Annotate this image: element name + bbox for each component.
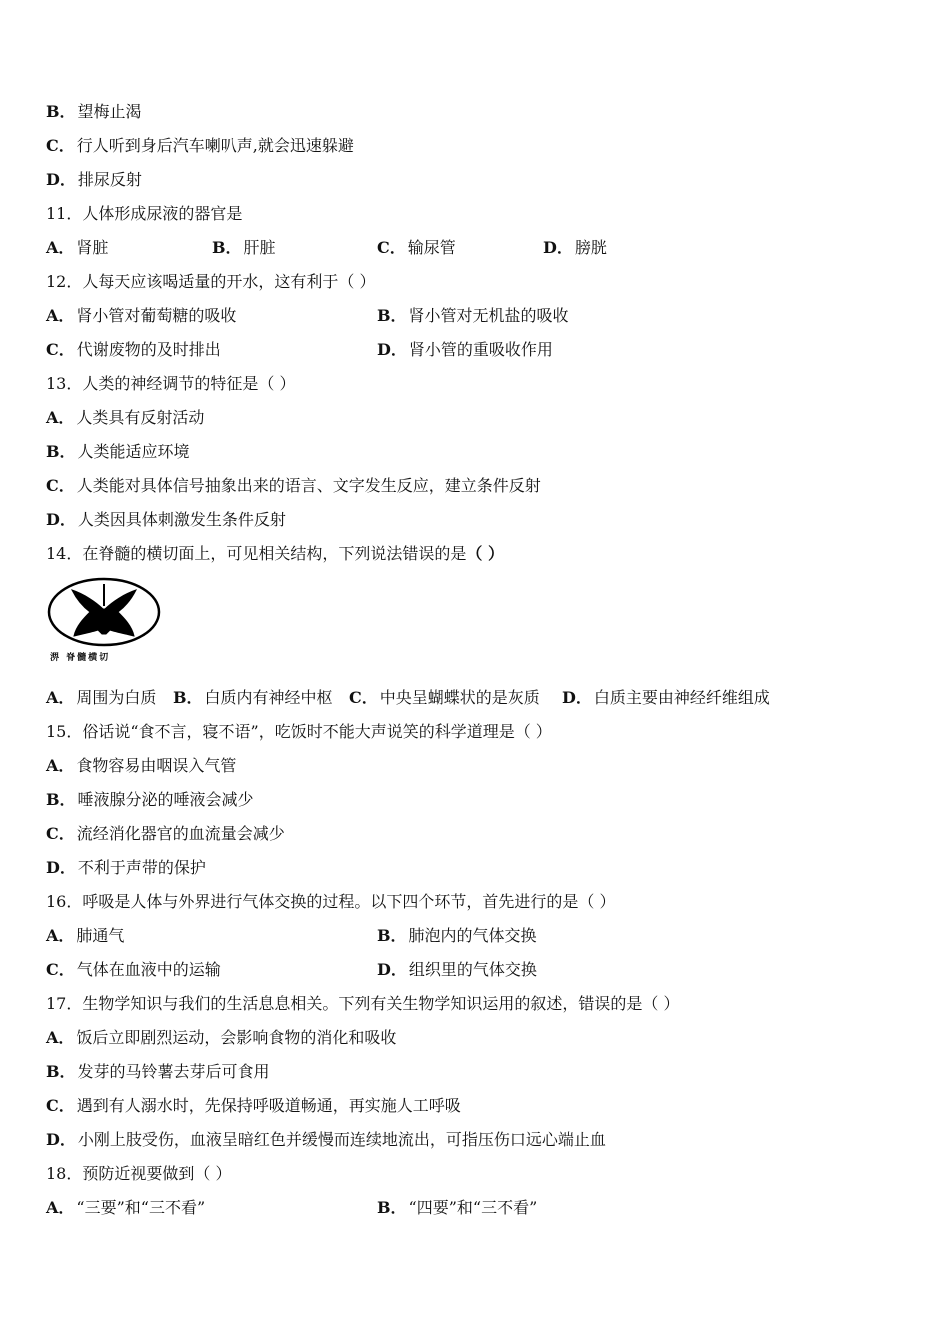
spinal-cord-cross-section-figure: [46, 576, 164, 664]
q12-stem: 12．人每天应该喝适量的开水，这有利于（ ）: [46, 272, 376, 291]
figure-caption: 淠 脊髓横切: [50, 653, 111, 663]
q11-option-b: B． 肝脏: [212, 238, 276, 257]
q14-stem: 14．在脊髓的横切面上，可见相关结构，下列说法错误的是（ ）: [46, 544, 504, 563]
q17-option-b: B． 发芽的马铃薯去芽后可食用: [46, 1062, 270, 1081]
q10-option-b: B． 望梅止渴: [46, 102, 142, 121]
q17-stem: 17．生物学知识与我们的生活息息相关。下列有关生物学知识运用的叙述，错误的是（ ）: [46, 994, 680, 1013]
q12-option-c: C． 代谢废物的及时排出: [46, 340, 221, 359]
q15-option-d: D． 不利于声带的保护: [46, 858, 206, 877]
q14-option-c: C． 中央呈蝴蝶状的是灰质: [349, 688, 540, 707]
q17-option-a: A． 饭后立即剧烈运动，会影响食物的消化和吸收: [46, 1028, 397, 1047]
q15-option-b: B． 唾液腺分泌的唾液会减少: [46, 790, 254, 809]
q14-option-b: B． 白质内有神经中枢: [173, 688, 333, 707]
q18-stem: 18．预防近视要做到（ ）: [46, 1164, 232, 1183]
spinal-cord-diagram: [46, 576, 164, 648]
q16-stem: 16．呼吸是人体与外界进行气体交换的过程。以下四个环节，首先进行的是（ ）: [46, 892, 616, 911]
q15-option-a: A． 食物容易由咽误入气管: [46, 756, 237, 775]
q13-stem: 13．人类的神经调节的特征是（ ）: [46, 374, 296, 393]
q16-option-b: B． 肺泡内的气体交换: [377, 926, 537, 945]
q11-option-d: D． 膀胱: [543, 238, 607, 257]
q16-option-a: A． 肺通气: [46, 926, 125, 945]
q13-option-c: C． 人类能对具体信号抽象出来的语言、文字发生反应，建立条件反射: [46, 476, 541, 495]
q14-option-a: A． 周围为白质: [46, 688, 157, 707]
q15-stem: 15．俗话说“食不言，寝不语”，吃饭时不能大声说笑的科学道理是（ ）: [46, 722, 552, 741]
q14-option-d: D． 白质主要由神经纤维组成: [562, 688, 770, 707]
q12-option-d: D． 肾小管的重吸收作用: [377, 340, 553, 359]
q12-option-b: B． 肾小管对无机盐的吸收: [377, 306, 569, 325]
q13-option-a: A． 人类具有反射活动: [46, 408, 205, 427]
q10-option-d: D． 排尿反射: [46, 170, 142, 189]
q13-option-d: D． 人类因具体刺激发生条件反射: [46, 510, 286, 529]
q16-option-d: D． 组织里的气体交换: [377, 960, 537, 979]
q17-option-c: C． 遇到有人溺水时，先保持呼吸道畅通，再实施人工呼吸: [46, 1096, 461, 1115]
q11-option-c: C． 输尿管: [377, 238, 456, 257]
q13-option-b: B． 人类能适应环境: [46, 442, 190, 461]
q18-option-b: B． “四要”和“三不看”: [377, 1198, 538, 1217]
q12-option-a: A． 肾小管对葡萄糖的吸收: [46, 306, 237, 325]
q17-option-d: D． 小刚上肢受伤，血液呈暗红色并缓慢而连续地流出，可指压伤口远心端止血: [46, 1130, 606, 1149]
q16-option-c: C． 气体在血液中的运输: [46, 960, 221, 979]
q15-option-c: C． 流经消化器官的血流量会减少: [46, 824, 285, 843]
q11-stem: 11．人体形成尿液的器官是: [46, 204, 243, 223]
q18-option-a: A． “三要”和“三不看”: [46, 1198, 206, 1217]
q10-option-c: C． 行人听到身后汽车喇叭声,就会迅速躲避: [46, 136, 354, 155]
q11-option-a: A． 肾脏: [46, 238, 109, 257]
